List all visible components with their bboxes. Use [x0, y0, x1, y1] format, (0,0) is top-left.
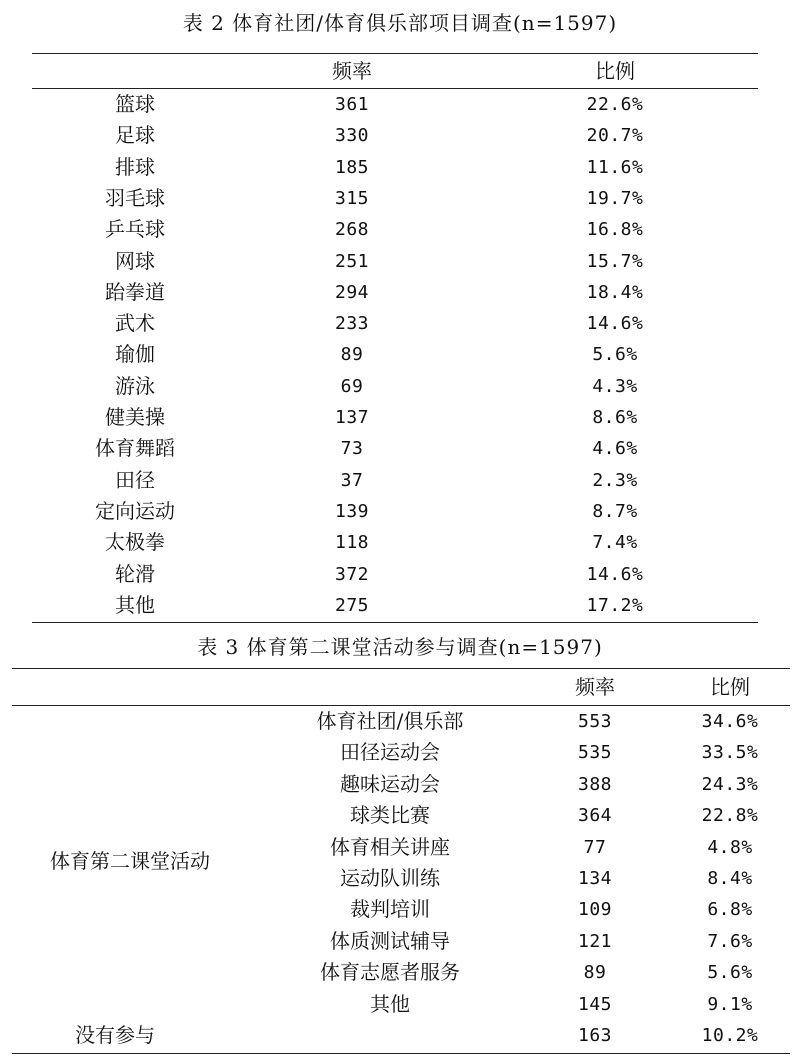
table3-row-freq: 109 [577, 899, 612, 921]
table3-row-pct: 8.4% [707, 868, 753, 889]
table2-header-freq: 频率 [332, 59, 372, 83]
table3-header-freq: 频率 [575, 675, 615, 699]
table2-row-item: 篮球 [115, 92, 155, 116]
table3-row-pct: 5.6% [707, 962, 753, 984]
table2-row-freq: 139 [334, 500, 369, 522]
table2-row-pct: 2.3% [592, 469, 638, 491]
table3-row-freq: 77 [583, 836, 607, 858]
table2-row-freq: 37 [340, 469, 364, 491]
table2-row-pct: 15.7% [586, 250, 644, 272]
table2-row-freq: 89 [340, 344, 364, 366]
table3-row-freq: 134 [577, 868, 612, 889]
table2-row-item: 排球 [115, 154, 155, 179]
table2-row-item: 田径 [115, 467, 155, 492]
table2-row-pct: 14.6% [586, 313, 644, 335]
table2-row-item: 羽毛球 [105, 185, 165, 210]
table3-row-pct: 34.6% [701, 711, 759, 732]
table2-row-freq: 361 [334, 94, 369, 115]
table2-row-pct: 18.4% [586, 281, 644, 303]
table2-row-item: 武术 [115, 311, 155, 336]
table2-row-freq: 268 [334, 219, 369, 241]
table3-none-pct: 10.2% [701, 1025, 759, 1046]
table2-row-pct: 11.6% [586, 156, 644, 178]
table2-row-freq: 233 [334, 313, 369, 335]
table2-top-rule [32, 53, 758, 54]
table3-row-freq: 388 [577, 773, 612, 795]
table3-row-item: 裁判培训 [350, 897, 430, 922]
table3-row-pct: 7.6% [707, 930, 753, 952]
table3-row-freq: 535 [577, 742, 612, 764]
table3-row-item: 其他 [370, 991, 410, 1016]
table2-row-item: 太极拳 [105, 530, 165, 555]
table3-row-pct: 4.8% [707, 836, 753, 858]
table2-row-item: 跆拳道 [105, 279, 165, 304]
table2-row-freq: 315 [334, 187, 369, 209]
table2-row-freq: 294 [334, 281, 369, 303]
table2-row-freq: 251 [334, 250, 369, 272]
table2-row-freq: 69 [340, 375, 364, 397]
table2-row-pct: 19.7% [586, 187, 644, 209]
table3-row-freq: 364 [577, 805, 612, 827]
table3-row-pct: 9.1% [707, 993, 753, 1015]
table2-row-freq: 73 [340, 438, 364, 460]
table2-row-freq: 275 [334, 594, 369, 616]
table2-row-item: 瑜伽 [115, 342, 155, 367]
table3-row-item: 球类比赛 [350, 803, 430, 828]
table3-top-rule [12, 668, 790, 669]
table3-row-pct: 24.3% [701, 773, 759, 795]
table2-row-freq: 137 [334, 407, 369, 428]
table3-bottom-rule [12, 1053, 790, 1054]
table2-row-freq: 118 [334, 532, 369, 554]
table3-header-pct: 比例 [710, 675, 750, 699]
table2-row-freq: 185 [334, 156, 369, 178]
table2-row-pct: 16.8% [586, 219, 644, 241]
table2-row-pct: 4.6% [592, 438, 638, 460]
table3-row-item: 运动队训练 [340, 866, 440, 890]
table2-row-item: 轮滑 [115, 561, 155, 586]
table2-row-pct: 17.2% [586, 594, 644, 616]
table2-row-item: 其他 [115, 592, 155, 617]
table2-row-item: 足球 [115, 123, 155, 148]
table3-row-freq: 121 [577, 930, 612, 952]
table3-group-label: 体育第二课堂活动 [50, 849, 210, 873]
table2-row-pct: 22.6% [586, 94, 644, 115]
table2-row-freq: 372 [334, 563, 369, 585]
table2-row-pct: 20.7% [586, 125, 644, 147]
table2-row-item: 健美操 [105, 405, 165, 429]
table3-row-freq: 89 [583, 962, 607, 984]
table3-row-item: 趣味运动会 [340, 771, 440, 796]
table2-header-pct: 比例 [595, 59, 635, 83]
table3-row-item: 体育社团/俱乐部 [316, 709, 464, 733]
table2-row-item: 定向运动 [95, 498, 175, 523]
table3-row-item: 田径运动会 [340, 740, 440, 765]
table3-caption: 表 3 体育第二课堂活动参与调查(n=1597) [197, 635, 603, 659]
table2-row-pct: 4.3% [592, 375, 638, 397]
table2-row-freq: 330 [334, 125, 369, 147]
table2-row-item: 游泳 [115, 373, 155, 398]
table3-row-pct: 33.5% [701, 742, 759, 764]
table2-row-item: 体育舞蹈 [95, 436, 175, 461]
table2-row-pct: 7.4% [592, 532, 638, 554]
table3-row-item: 体育相关讲座 [330, 834, 450, 859]
table2-row-item: 网球 [115, 248, 155, 273]
table2-row-pct: 14.6% [586, 563, 644, 585]
table3-row-freq: 553 [577, 711, 612, 732]
table2-row-pct: 8.7% [592, 500, 638, 522]
table3-none-freq: 163 [577, 1025, 612, 1046]
table2-bottom-rule [32, 622, 758, 623]
table2-row-pct: 8.6% [592, 407, 638, 428]
table3-none-label: 没有参与 [75, 1023, 155, 1047]
table2-caption: 表 2 体育社团/体育俱乐部项目调查(n=1597) [182, 11, 618, 35]
table3-row-pct: 22.8% [701, 805, 759, 827]
table3-row-item: 体质测试辅导 [330, 928, 450, 953]
table3-row-pct: 6.8% [707, 899, 753, 921]
table2-row-pct: 5.6% [592, 344, 638, 366]
table3-row-freq: 145 [577, 993, 612, 1015]
table2-row-item: 乒乓球 [105, 217, 165, 242]
table3-row-item: 体育志愿者服务 [320, 960, 460, 985]
